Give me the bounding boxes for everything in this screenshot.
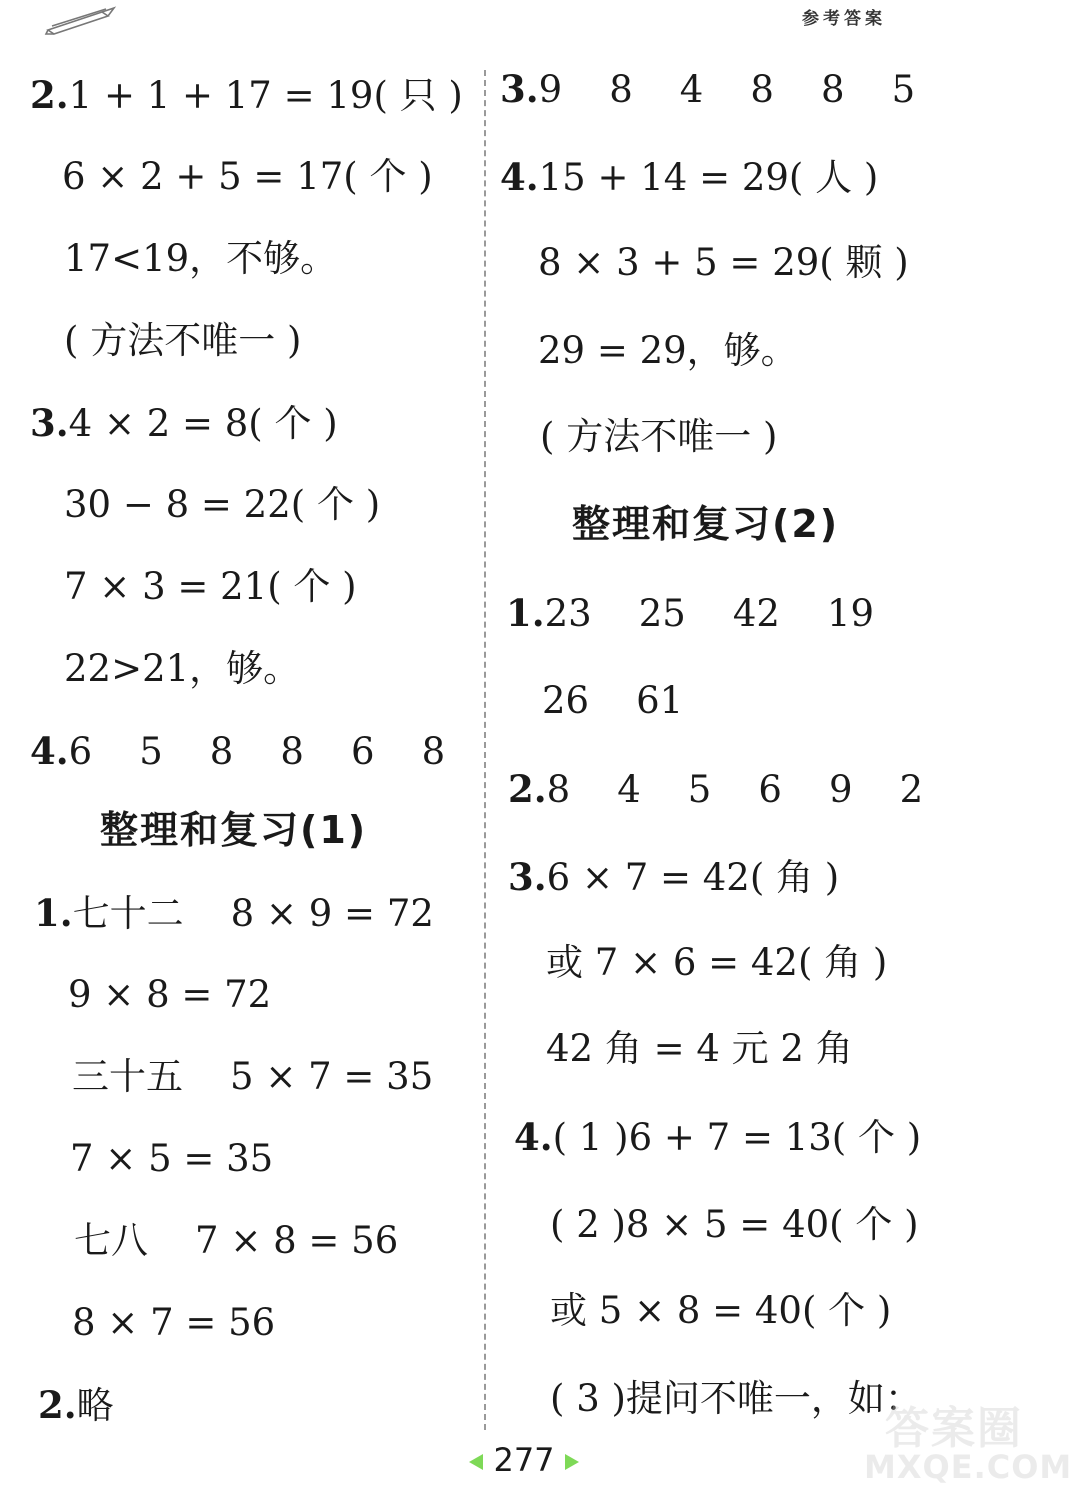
arrow-left-icon — [469, 1454, 483, 1470]
answer-line: 1.23 25 42 19 — [506, 591, 875, 635]
column-divider — [484, 70, 486, 1430]
answer-line: 42 角 = 4 元 2 角 — [546, 1027, 853, 1070]
page-number: 277 — [0, 1438, 1048, 1482]
answer-line: 三十五 5 × 7 = 35 — [72, 1055, 434, 1098]
answer-line: 4.( 1 )6 + 7 = 13( 个 ) — [514, 1115, 922, 1159]
pencil-logo-icon — [44, 6, 116, 36]
answer-line: 30 − 8 = 22( 个 ) — [64, 483, 381, 526]
answer-line: 8 × 3 + 5 = 29( 颗 ) — [538, 241, 909, 284]
answer-line: 17<19，不够。 — [64, 237, 338, 280]
answer-line: 22>21，够。 — [64, 647, 301, 690]
answer-line: 7 × 5 = 35 — [70, 1137, 274, 1180]
answer-line: 6 × 2 + 5 = 17( 个 ) — [62, 155, 433, 198]
answer-line: 4.15 + 14 = 29( 人 ) — [500, 155, 879, 199]
answer-line: 2.略 — [38, 1383, 114, 1427]
answer-line: 9 × 8 = 72 — [68, 973, 272, 1016]
answer-line: 或 5 × 8 = 40( 个 ) — [550, 1289, 892, 1332]
answer-line: 或 7 × 6 = 42( 角 ) — [546, 941, 888, 984]
answer-line: 26 61 — [542, 679, 684, 722]
answer-line: 3.6 × 7 = 42( 角 ) — [508, 855, 840, 899]
watermark-logo: 答案圈 MXQE.COM — [864, 1403, 1072, 1486]
answer-line: ( 方法不唯一 ) — [540, 415, 778, 458]
answer-line: 1.七十二 8 × 9 = 72 — [34, 891, 434, 935]
section-title: 整理和复习(1) — [100, 808, 368, 852]
answer-line: ( 2 )8 × 5 = 40( 个 ) — [550, 1203, 919, 1246]
answer-line: 8 × 7 = 56 — [72, 1301, 276, 1344]
answer-line: 4.6 5 8 8 6 8 — [30, 729, 446, 773]
answer-line: 2.1 + 1 + 17 = 19( 只 ) — [30, 73, 463, 117]
arrow-right-icon — [565, 1454, 579, 1470]
answer-line: ( 3 )提问不唯一，如： — [550, 1377, 922, 1420]
answer-line: 2.8 4 5 6 9 2 — [508, 767, 924, 811]
answer-line: 3.9 8 4 8 8 5 — [500, 67, 916, 111]
answer-line: ( 方法不唯一 ) — [64, 319, 302, 362]
section-title: 整理和复习(2) — [572, 502, 840, 546]
answer-line: 3.4 × 2 = 8( 个 ) — [30, 401, 338, 445]
answer-line: 7 × 3 = 21( 个 ) — [64, 565, 357, 608]
header-title: 参考答案 — [802, 9, 886, 29]
answer-line: 29 = 29，够。 — [538, 329, 798, 372]
answer-line: 七八 7 × 8 = 56 — [74, 1219, 399, 1262]
